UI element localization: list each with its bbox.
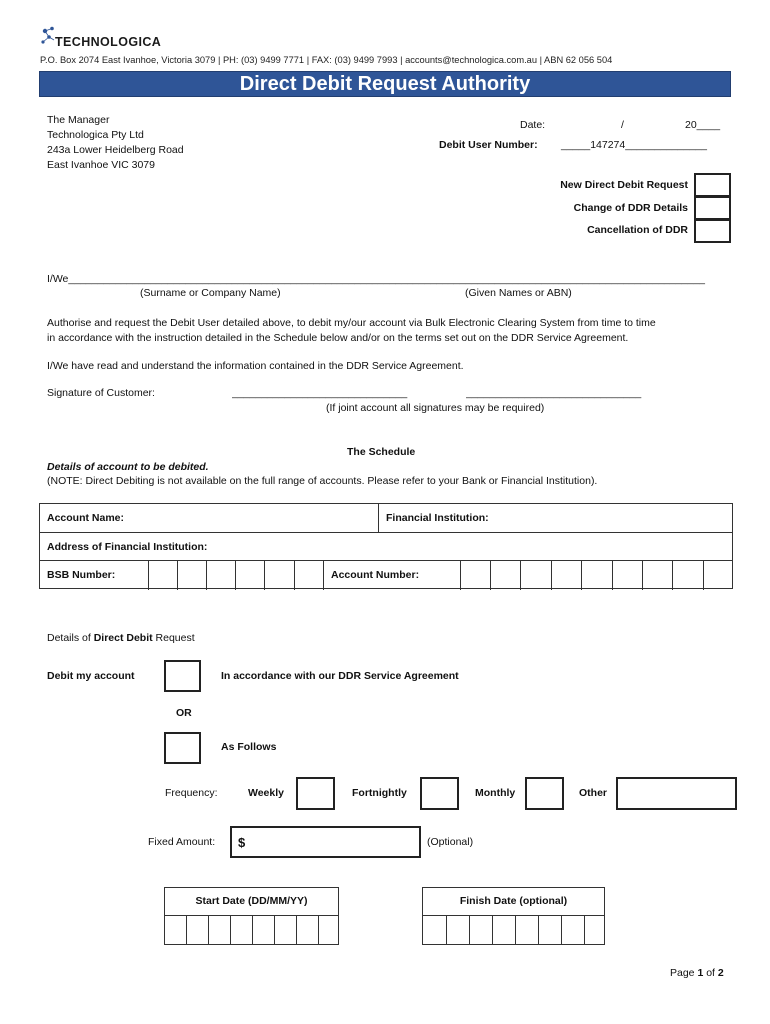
fortnightly-label: Fortnightly: [352, 787, 407, 799]
account-name-label: Account Name:: [47, 512, 125, 524]
other-label: Other: [579, 787, 608, 799]
bsb-label: BSB Number:: [47, 569, 116, 581]
address-line: Technologica Pty Ltd: [47, 129, 144, 141]
address-line: 243a Lower Heidelberg Road: [47, 144, 184, 156]
details-heading: Details of Direct Debit Request: [47, 632, 195, 644]
optional-label: (Optional): [427, 836, 474, 848]
service-agreement-checkbox[interactable]: [164, 660, 201, 692]
date-year[interactable]: 20____: [685, 119, 721, 131]
change-ddr-checkbox[interactable]: [694, 196, 731, 220]
weekly-checkbox[interactable]: [296, 777, 335, 810]
schedule-note: (NOTE: Direct Debiting is not available on the full range of accounts. Please refer to your Bank or Financial Institution).: [47, 475, 598, 487]
address-line: East Ivanhoe VIC 3079: [47, 159, 155, 171]
as-follows-label: As Follows: [221, 741, 277, 753]
dollar-sign: $: [238, 835, 246, 850]
debit-account-label: Debit my account: [47, 670, 135, 682]
read-statement: I/We have read and understand the information contained in the DDR Service Agreement.: [47, 360, 464, 372]
start-date-cells[interactable]: [165, 915, 338, 944]
or-label: OR: [176, 707, 192, 719]
cancel-ddr-label: Cancellation of DDR: [587, 224, 688, 236]
fortnightly-checkbox[interactable]: [420, 777, 459, 810]
authorise-line-2: in accordance with the instruction detailed in the Schedule below and/or on the terms set out on the DDR Service Agreement.: [47, 332, 629, 344]
account-details-table: [39, 503, 733, 589]
start-date-label: Start Date (DD/MM/YY): [165, 888, 338, 916]
signature-line-1[interactable]: ______________________________: [232, 387, 408, 399]
customer-name-field[interactable]: I/We_____________________________________________________________________________________________________________: [47, 273, 705, 285]
surname-hint: (Surname or Company Name): [140, 287, 281, 299]
monthly-label: Monthly: [475, 787, 516, 799]
change-ddr-label: Change of DDR Details: [573, 202, 688, 214]
bsb-account-row: [40, 560, 732, 590]
finish-date-cells[interactable]: [423, 915, 604, 944]
schedule-title: The Schedule: [347, 446, 416, 458]
finish-date-table: [422, 887, 605, 945]
debit-user-label: Debit User Number:: [439, 139, 538, 151]
given-names-hint: (Given Names or ABN): [465, 287, 572, 299]
fixed-amount-label: Fixed Amount:: [148, 836, 216, 848]
as-follows-checkbox[interactable]: [164, 732, 201, 764]
signature-line-2[interactable]: ______________________________: [466, 387, 642, 399]
signature-note: (If joint account all signatures may be required): [326, 402, 545, 414]
authorise-paragraph: [47, 316, 727, 346]
address-line: The Manager: [47, 114, 110, 126]
frequency-label: Frequency:: [165, 787, 218, 799]
page-number: Page 1 of 2: [670, 967, 724, 979]
logo-text: TECHNOLOGICA: [55, 35, 162, 49]
schedule-subtitle: Details of account to be debited.: [47, 461, 209, 473]
new-ddr-label: New Direct Debit Request: [560, 179, 688, 191]
page-title: Direct Debit Request Authority: [39, 71, 731, 97]
accordance-label: In accordance with our DDR Service Agreement: [221, 670, 459, 682]
account-number-label: Account Number:: [331, 569, 420, 581]
authorise-line-1: Authorise and request the Debit User detailed above, to debit my/our account via Bulk Electronic Clearing System from time to time: [47, 317, 656, 329]
other-frequency-field[interactable]: [616, 777, 737, 810]
address-fi-label: Address of Financial Institution:: [47, 541, 208, 553]
date-label: Date:: [520, 119, 546, 131]
financial-institution-label: Financial Institution:: [386, 512, 489, 524]
contact-line: P.O. Box 2074 East Ivanhoe, Victoria 3079 | PH: (03) 9499 7771 | FAX: (03) 9499 7993 | accounts@technologica.com.au | ABN 62 056 504: [40, 55, 613, 65]
cancel-ddr-checkbox[interactable]: [694, 219, 731, 243]
recipient-address: [47, 113, 184, 173]
finish-date-label: Finish Date (optional): [423, 888, 604, 916]
weekly-label: Weekly: [248, 787, 284, 799]
new-ddr-checkbox[interactable]: [694, 173, 731, 197]
start-date-table: [164, 887, 339, 945]
debit-user-number: _____147274______________: [561, 139, 707, 151]
signature-label: Signature of Customer:: [47, 387, 155, 399]
fixed-amount-field[interactable]: [230, 826, 421, 858]
monthly-checkbox[interactable]: [525, 777, 564, 810]
date-slash: /: [621, 119, 624, 131]
